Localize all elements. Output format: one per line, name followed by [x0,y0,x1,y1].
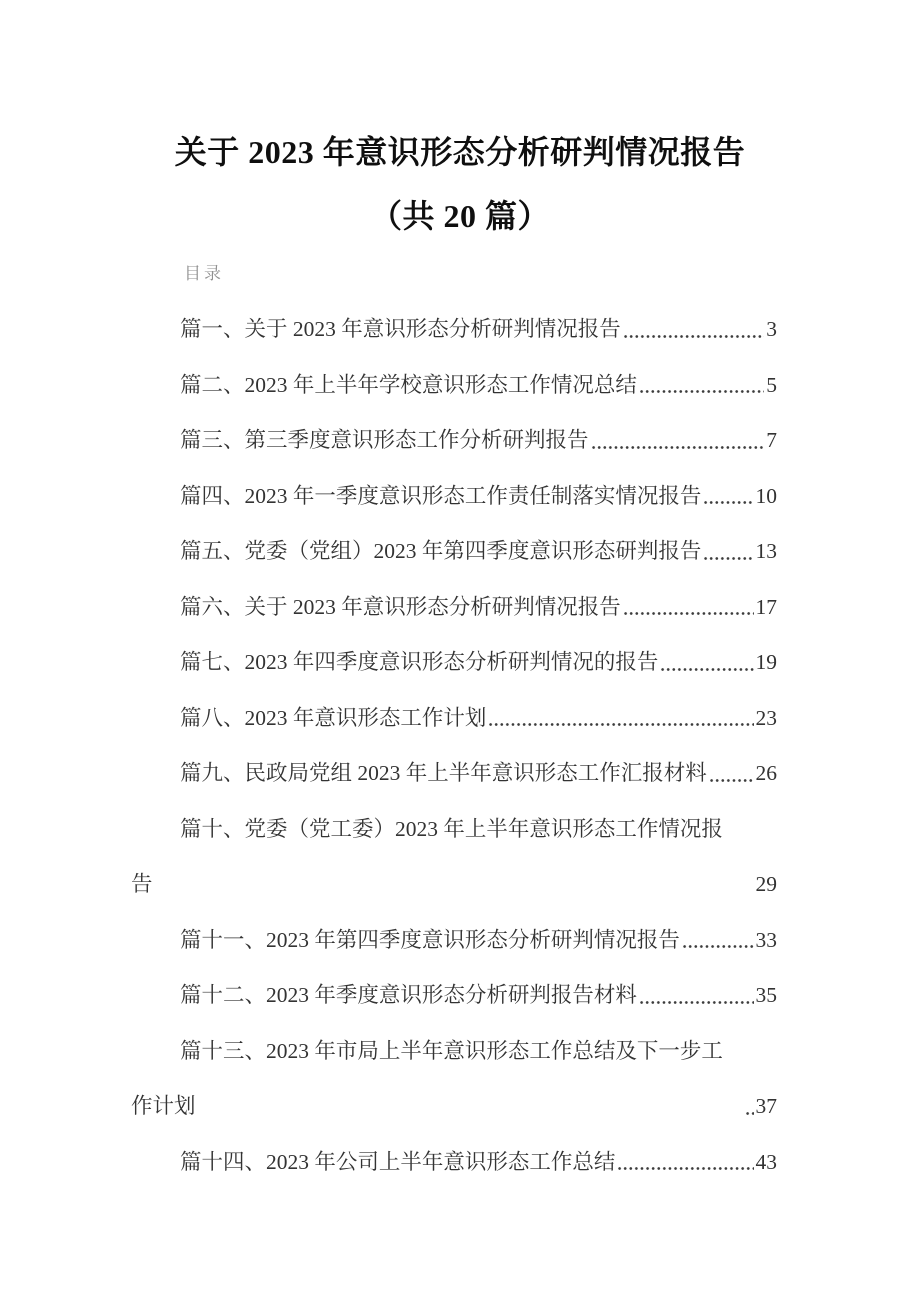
toc-dot-leader [624,334,764,339]
toc-entry[interactable] [131,635,777,691]
toc-entry[interactable] [131,1024,777,1135]
toc-page-number: 26 [755,761,777,785]
toc-entry[interactable] [131,746,777,802]
toc-entry[interactable] [131,968,777,1024]
toc-entry-title: 篇十二、2023 年季度意识形态分析研判报告材料 [180,983,637,1007]
toc-entry-title: 篇十三、2023 年市局上半年意识形态工作总结及下一步工作计划 [131,1038,723,1118]
toc-entry-title: 篇三、第三季度意识形态工作分析研判报告 [180,428,589,452]
toc-page-number: 29 [755,872,777,896]
toc-entry-title: 篇十一、2023 年第四季度意识形态分析研判情况报告 [180,927,680,952]
toc-dot-leader [683,944,754,949]
toc-dot-leader [710,778,754,783]
toc-entry-title: 篇四、2023 年一季度意识形态工作责任制落实情况报告 [180,483,702,508]
toc-dot-leader [746,889,754,894]
toc-entry-title: 篇七、2023 年四季度意识形态分析研判情况的报告 [180,650,659,674]
toc-dot-leader [489,722,753,727]
toc-entry[interactable] [131,802,777,913]
toc-page-number: 7 [766,428,777,452]
toc-page-number: 33 [755,927,777,952]
toc-page-number: 3 [766,317,777,341]
toc-dot-leader [704,500,753,505]
toc-page-number: 43 [755,1149,777,1174]
toc-entry[interactable] [131,913,777,969]
toc-entry-title: 篇二、2023 年上半年学校意识形态工作情况总结 [180,372,637,397]
toc-entry[interactable] [131,413,777,469]
toc-entry-title: 篇十四、2023 年公司上半年意识形态工作总结 [180,1149,616,1174]
toc-entry-title: 篇五、党委（党组）2023 年第四季度意识形态研判报告 [180,539,702,563]
toc-page-number: 5 [766,372,777,397]
toc-list [131,302,777,1190]
toc-entry-title: 篇八、2023 年意识形态工作计划 [180,705,487,730]
toc-entry[interactable] [131,358,777,414]
toc-dot-leader [661,667,753,672]
toc-dot-leader [640,389,764,394]
toc-page-number: 19 [755,650,777,674]
toc-page-number: 13 [755,539,777,563]
toc-entry-title: 篇十、党委（党工委）2023 年上半年意识形态工作情况报告 [131,816,723,896]
toc-entry[interactable] [131,1135,777,1191]
toc-entry-title: 篇六、关于 2023 年意识形态分析研判情况报告 [180,594,621,619]
toc-entry[interactable] [131,691,777,747]
toc-dot-leader [704,556,753,561]
toc-entry[interactable] [131,580,777,636]
toc-entry[interactable] [131,469,777,525]
toc-page-number: 23 [755,705,777,730]
toc-dot-leader [624,611,754,616]
toc-entry-title: 篇一、关于 2023 年意识形态分析研判情况报告 [180,317,621,341]
toc-dot-leader [618,1166,753,1171]
toc-entry[interactable] [131,302,777,358]
toc-page-number: 10 [755,483,777,508]
toc-entry[interactable] [131,524,777,580]
toc-page-number: 35 [755,983,777,1007]
toc-dot-leader [746,1111,754,1116]
toc-dot-leader [592,445,765,450]
document-title: 关于 2023 年意识形态分析研判情况报告（共 20 篇） [174,134,746,234]
toc-page-number: 17 [755,594,777,619]
toc-entry-title: 篇九、民政局党组 2023 年上半年意识形态工作汇报材料 [180,761,707,785]
toc-page-number: 37 [755,1094,777,1118]
toc-dot-leader [640,1000,754,1005]
toc-heading: 目录 [184,264,224,283]
